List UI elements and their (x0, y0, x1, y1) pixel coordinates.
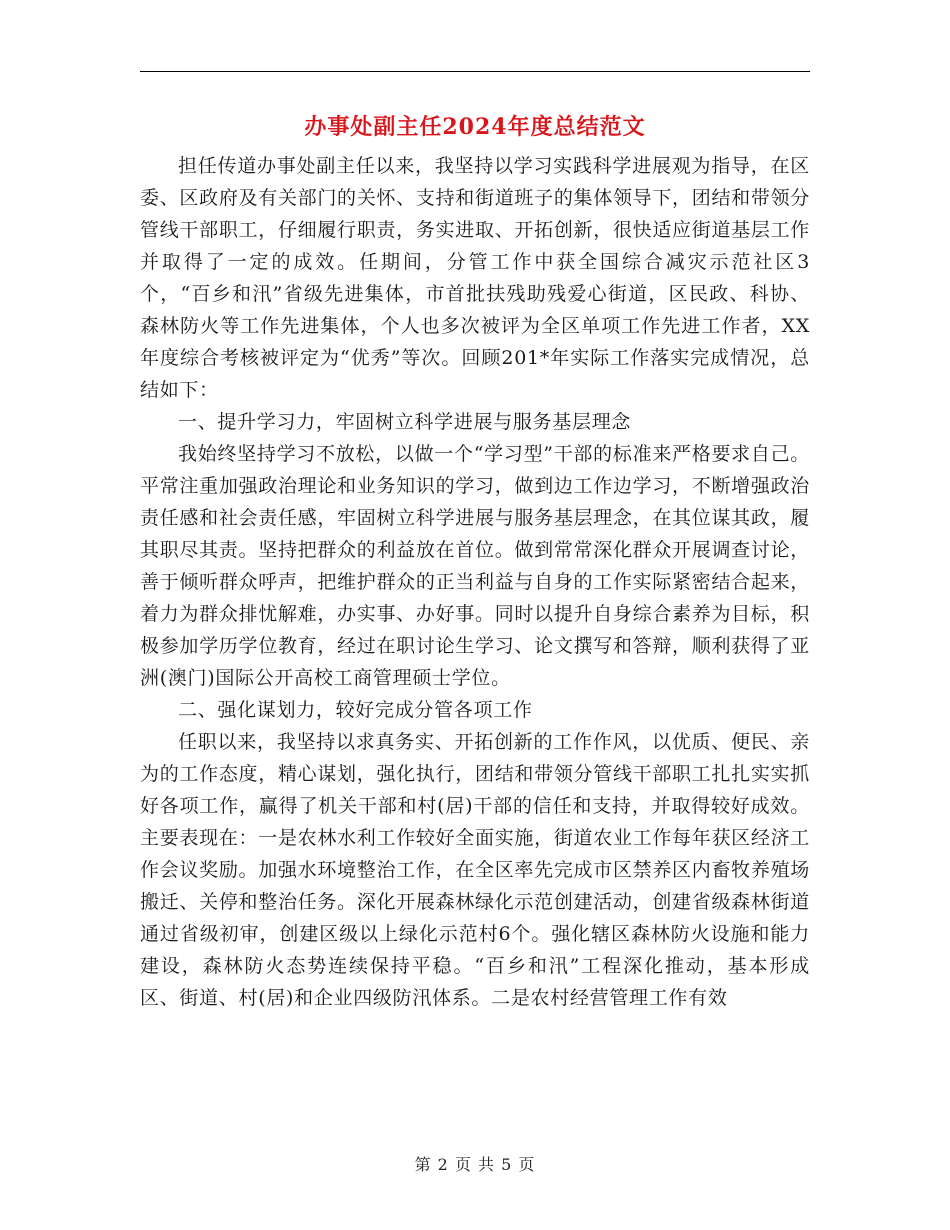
section-heading-2: 二、强化谋划力，较好完成分管各项工作 (178, 699, 533, 721)
document-title: 办事处副主任2024年度总结范文 (304, 114, 646, 140)
header-rule (140, 71, 810, 72)
paragraph-section-2: 任职以来，我坚持以求真务实、开拓创新的工作作风，以优质、便民、亲为的工作态度，精心谋划，强化执行，团结和带领分管线干部职工扎扎实实抓好各项工作，赢得了机关干部和村(居)干部的信任和支持，并取得较好成效。主要表现在：一是农林水利工作较好全面实施，街道农业工作每年获区经济工作会议奖励。加强水环境整治工作，在全区率先完成市区禁养区内畜牧养殖场搬迁、关停和整治任务。深化开展森林绿化示范创建活动，创建省级森林街道通过省级初审，创建区级以上绿化示范村6个。强化辖区森林防火设施和能力建设，森林防火态势连续保持平稳。“百乡和汛”工程深化推动，基本形成区、街道、村(居)和企业四级防汛体系。二是农村经营管理工作有效 (140, 731, 810, 1009)
paragraph-intro: 担任传道办事处副主任以来，我坚持以学习实践科学进展观为指导，在区委、区政府及有关部门的关怀、支持和街道班子的集体领导下，团结和带领分管线干部职工，仔细履行职责，务实进取、开拓创新，很快适应街道基层工作并取得了一定的成效。任期间，分管工作中获全国综合减灾示范社区3个，“百乡和汛”省级先进集体，市首批扶残助残爱心街道，区民政、科协、森林防火等工作先进集体，个人也多次被评为全区单项工作先进工作者，XX年度综合考核被评定为“优秀”等次。回顾201*年实际工作落实完成情况，总结如下： (140, 155, 810, 401)
paragraph-section-1: 我始终坚持学习不放松，以做一个“学习型”干部的标准来严格要求自己。平常注重加强政治理论和业务知识的学习，做到边工作边学习，不断增强政治责任感和社会责任感，牢固树立科学进展与服务基层理念，在其位谋其政，履其职尽其责。坚持把群众的利益放在首位。做到常常深化群众开展调查讨论，善于倾听群众呼声，把维护群众的正当利益与自身的工作实际紧密结合起来，着力为群众排忧解难，办实事、办好事。同时以提升自身综合素养为目标，积极参加学历学位教育，经过在职讨论生学习、论文撰写和答辩，顺利获得了亚洲(澳门)国际公开高校工商管理硕士学位。 (140, 443, 810, 689)
section-heading-1: 一、提升学习力，牢固树立科学进展与服务基层理念 (178, 411, 632, 433)
page-number: 第 2 页 共 5 页 (414, 1155, 536, 1174)
document-body (140, 150, 810, 1014)
